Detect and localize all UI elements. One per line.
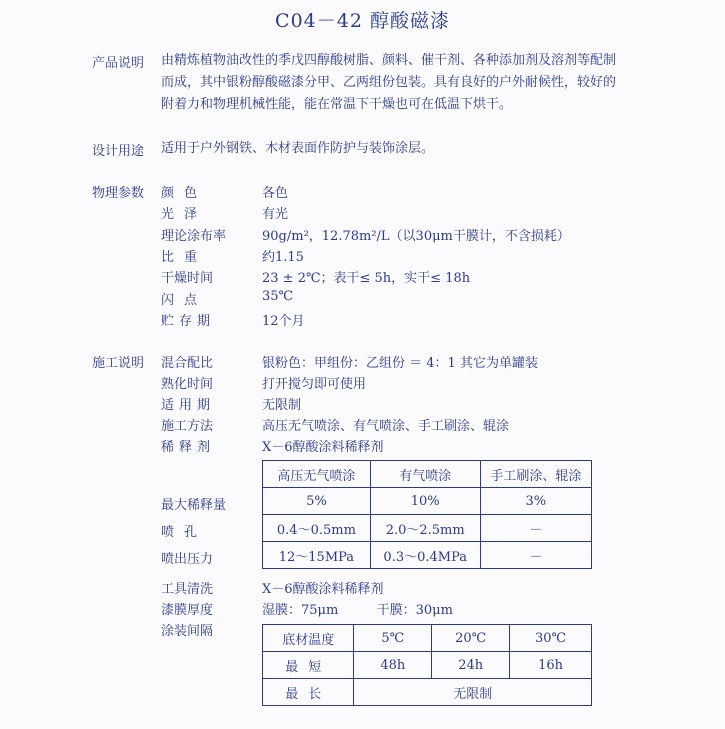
param-value-coverage: 90g/m²，12.78m²/L（以30μm干膜计，不含损耗） (262, 229, 570, 244)
param-value-flash: 35℃ (262, 289, 294, 304)
app-key-interval: 涂装间隔 (161, 624, 214, 639)
section-label-physical: 物理参数 (92, 186, 145, 201)
table-cell: 10% (370, 488, 480, 515)
app-key-thinner: 稀释剂 (161, 440, 216, 455)
param-key-color: 颜色 (161, 186, 208, 201)
spray-row-label-pressure: 喷出压力 (161, 552, 214, 567)
param-value-drying: 23 ± 2℃；表干≤ 5h，实干≤ 18h (262, 271, 471, 286)
app-value-thickness: 湿膜：75μm 干膜：30μm (262, 603, 453, 618)
table-cell: － (480, 542, 591, 569)
app-key-maturation: 熟化时间 (161, 377, 214, 392)
param-key-flash: 闪点 (161, 293, 208, 308)
param-value-density: 约1.15 (262, 250, 304, 265)
table-cell: 16h (510, 652, 592, 679)
app-value-potlife: 无限制 (262, 398, 302, 413)
table-cell: 5% (263, 488, 371, 515)
app-key-potlife: 适用期 (161, 398, 216, 413)
app-value-method: 高压无气喷涂、有气喷涂、手工刷涂、辊涂 (262, 419, 510, 434)
table-cell: 最短 (263, 652, 354, 679)
table-row (263, 488, 592, 515)
param-key-gloss: 光泽 (161, 207, 208, 222)
page-title: C04－42 醇酸磁漆 (275, 10, 450, 32)
table-cell: 24h (432, 652, 510, 679)
param-key-drying: 干燥时间 (161, 271, 214, 286)
spray-table (262, 460, 592, 569)
table-cell: 12～15MPa (263, 542, 371, 569)
table-cell: － (480, 515, 591, 542)
table-header-cell: 底材温度 (263, 625, 354, 652)
app-key-thickness: 漆膜厚度 (161, 603, 214, 618)
table-row (263, 652, 592, 679)
product-description: 由精炼植物油改性的季戊四醇酸树脂、颜料、催干剂、各种添加剂及溶剂等配制 而成，其中银粉醇酸磁漆分甲、乙两组份包装。具有良好的户外耐候性，较好的 附着力和物理机械性能，能在常温下干燥也可在低温下烘干。 (161, 53, 617, 112)
spray-row-label-nozzle: 喷孔 (161, 525, 208, 540)
table-row (263, 461, 592, 488)
section-label-product: 产品说明 (92, 56, 145, 71)
app-key-method: 施工方法 (161, 419, 214, 434)
table-cell: 48h (354, 652, 432, 679)
app-key-cleaning: 工具清洗 (161, 582, 214, 597)
app-value-mix: 银粉色：甲组份：乙组份 ＝ 4：1 其它为单罐装 (262, 356, 538, 371)
table-cell: 无限制 (354, 679, 592, 706)
table-cell: 0.3～0.4MPa (370, 542, 480, 569)
table-cell: 最长 (263, 679, 354, 706)
param-key-storage: 贮存期 (161, 314, 216, 329)
section-label-usage: 设计用途 (92, 144, 145, 159)
table-header-cell: 手工刷涂、辊涂 (480, 461, 591, 488)
table-header-cell: 30℃ (510, 625, 592, 652)
usage-text: 适用于户外钢铁、木材表面作防护与装饰涂层。 (161, 141, 435, 156)
app-value-maturation: 打开搅匀即可使用 (262, 377, 367, 392)
spray-row-label-dilution: 最大稀释量 (161, 498, 227, 513)
table-cell: 3% (480, 488, 591, 515)
param-value-gloss: 有光 (262, 207, 289, 222)
section-label-application: 施工说明 (92, 356, 145, 371)
table-cell: 0.4～0.5mm (263, 515, 371, 542)
app-value-cleaning: X－6醇酸涂料稀释剂 (262, 582, 384, 597)
table-row (263, 515, 592, 542)
table-header-cell: 高压无气喷涂 (263, 461, 371, 488)
table-header-cell: 5℃ (354, 625, 432, 652)
table-cell: 2.0～2.5mm (370, 515, 480, 542)
param-key-density: 比重 (161, 250, 208, 265)
table-row (263, 679, 592, 706)
app-key-mix: 混合配比 (161, 356, 214, 371)
param-value-storage: 12个月 (262, 314, 305, 329)
param-value-color: 各色 (262, 186, 289, 201)
app-value-thinner: X－6醇酸涂料稀释剂 (262, 440, 384, 455)
table-row (263, 625, 592, 652)
table-row (263, 542, 592, 569)
interval-table (262, 624, 592, 706)
table-header-cell: 有气喷涂 (370, 461, 480, 488)
param-key-coverage: 理论涂布率 (161, 229, 227, 244)
table-header-cell: 20℃ (432, 625, 510, 652)
